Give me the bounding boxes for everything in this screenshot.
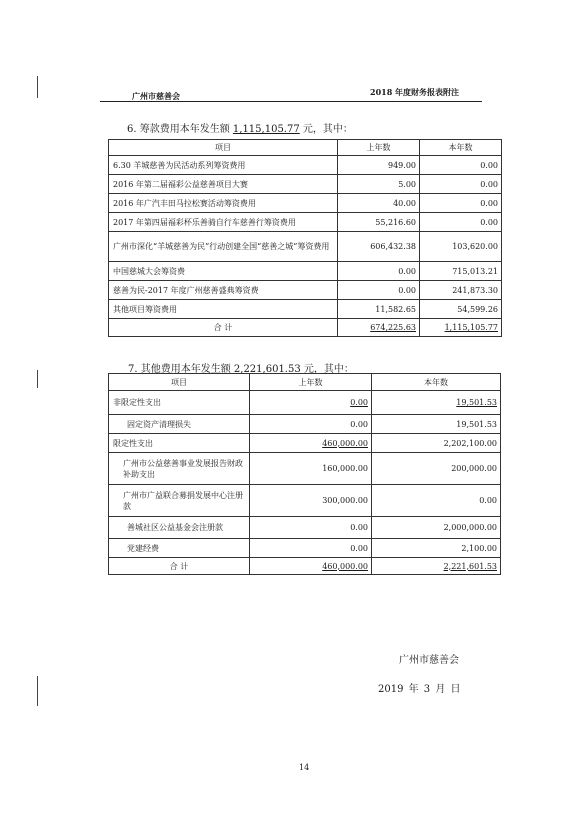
col-header-prev: 上年数 xyxy=(250,374,372,391)
row-curr: 241,873.30 xyxy=(420,281,502,300)
signature-date: 2019 年 3 月 日 xyxy=(378,684,461,695)
total-prev: 674,225.63 xyxy=(338,319,420,337)
col-header-item: 项目 xyxy=(109,374,250,391)
row-curr: 19,501.53 xyxy=(372,415,501,434)
section6-amount: 1,115,105.77 xyxy=(232,124,300,135)
row-item: 2017 年第四届福彩杯乐善骑自行车慈善行筹资费用 xyxy=(109,213,338,232)
table-row xyxy=(109,262,502,281)
row-prev: 55,216.60 xyxy=(338,213,420,232)
row-item: 限定性支出 xyxy=(109,434,250,453)
col-header-curr: 本年数 xyxy=(420,140,502,156)
table-row xyxy=(109,194,502,213)
table-header-row xyxy=(109,140,502,156)
row-prev: 0.00 xyxy=(250,391,372,415)
row-item: 固定资产清理损失 xyxy=(109,415,250,434)
header-rule xyxy=(100,101,482,102)
row-prev: 40.00 xyxy=(338,194,420,213)
row-curr: 0.00 xyxy=(420,175,502,194)
table-row xyxy=(109,156,502,175)
section6-suffix: 元，其中： xyxy=(299,124,353,135)
row-prev: 5.00 xyxy=(338,175,420,194)
row-prev: 460,000.00 xyxy=(250,434,372,453)
row-curr: 0.00 xyxy=(420,156,502,175)
row-curr: 0.00 xyxy=(420,213,502,232)
row-prev: 0.00 xyxy=(250,415,372,434)
row-curr: 54,599.26 xyxy=(420,300,502,319)
section6-prefix: 6. 筹款费用本年发生额 xyxy=(127,124,233,135)
table-total-row xyxy=(109,558,501,575)
table-row xyxy=(109,453,501,485)
row-curr: 0.00 xyxy=(420,194,502,213)
header-org: 广州市慈善会 xyxy=(132,91,180,101)
table-total-row xyxy=(109,319,502,337)
row-curr: 2,000,000.00 xyxy=(372,517,501,539)
section7-amount: 2,221,601.53 xyxy=(233,364,301,375)
table-row xyxy=(109,415,501,434)
row-prev: 0.00 xyxy=(250,539,372,558)
row-item: 2016 年第二届福彩公益慈善项目大赛 xyxy=(109,175,338,194)
row-item: 广州市广益联合募捐发展中心注册款 xyxy=(109,485,250,517)
other-expense-table xyxy=(108,373,501,575)
table-row xyxy=(109,517,501,539)
row-prev: 606,432.38 xyxy=(338,232,420,262)
row-item: 党建经费 xyxy=(109,539,250,558)
row-item: 广州市公益慈善事业发展报告财政补助支出 xyxy=(109,453,250,485)
scan-edge-mark xyxy=(37,676,38,706)
row-item: 6.30 羊城慈善为民活动系列筹资费用 xyxy=(109,156,338,175)
row-curr: 2,202,100.00 xyxy=(372,434,501,453)
row-item: 慈善为民-2017 年度广州慈善盛典筹资费 xyxy=(109,281,338,300)
row-item: 其他项目筹资费用 xyxy=(109,300,338,319)
table-row xyxy=(109,232,502,262)
col-header-curr: 本年数 xyxy=(372,374,501,391)
signature-org: 广州市慈善会 xyxy=(399,655,459,666)
table-row xyxy=(109,300,502,319)
total-curr: 2,221,601.53 xyxy=(372,558,501,575)
row-prev: 300,000.00 xyxy=(250,485,372,517)
header-report-title: 2018 年度财务报表附注 xyxy=(370,87,460,97)
table-row xyxy=(109,213,502,232)
row-curr: 2,100.00 xyxy=(372,539,501,558)
row-item: 2016 年广汽丰田马拉松赛活动筹资费用 xyxy=(109,194,338,213)
row-item: 非限定性支出 xyxy=(109,391,250,415)
table-row xyxy=(109,175,502,194)
table-row xyxy=(109,434,501,453)
total-label: 合 计 xyxy=(109,558,250,575)
row-curr: 103,620.00 xyxy=(420,232,502,262)
total-curr: 1,115,105.77 xyxy=(420,319,502,337)
scan-edge-mark xyxy=(37,76,38,98)
fundraising-expense-table xyxy=(108,139,502,337)
row-prev: 0.00 xyxy=(338,262,420,281)
section6-title xyxy=(127,120,353,135)
row-prev: 949.00 xyxy=(338,156,420,175)
row-prev: 160,000.00 xyxy=(250,453,372,485)
row-prev: 0.00 xyxy=(250,517,372,539)
col-header-item: 项目 xyxy=(109,140,338,156)
row-curr: 0.00 xyxy=(372,485,501,517)
page-number: 14 xyxy=(299,763,310,772)
section7-suffix: 元，其中： xyxy=(300,364,354,375)
total-label: 合 计 xyxy=(109,319,338,337)
section7-prefix: 7. 其他费用本年发生额 xyxy=(128,364,234,375)
row-prev: 0.00 xyxy=(338,281,420,300)
table-header-row xyxy=(109,374,501,391)
row-prev: 11,582.65 xyxy=(338,300,420,319)
table-row xyxy=(109,539,501,558)
row-curr: 200,000.00 xyxy=(372,453,501,485)
row-item: 中国慈城大会筹资费 xyxy=(109,262,338,281)
total-prev: 460,000.00 xyxy=(250,558,372,575)
row-curr: 19,501.53 xyxy=(372,391,501,415)
scan-edge-mark xyxy=(37,370,38,388)
table-row xyxy=(109,281,502,300)
row-item: 善城社区公益基金会注册款 xyxy=(109,517,250,539)
table-row xyxy=(109,485,501,517)
col-header-prev: 上年数 xyxy=(338,140,420,156)
table-row xyxy=(109,391,501,415)
row-curr: 715,013.21 xyxy=(420,262,502,281)
row-item: 广州市深化“羊城慈善为民”行动创建全国“慈善之城”筹资费用 xyxy=(109,232,338,262)
